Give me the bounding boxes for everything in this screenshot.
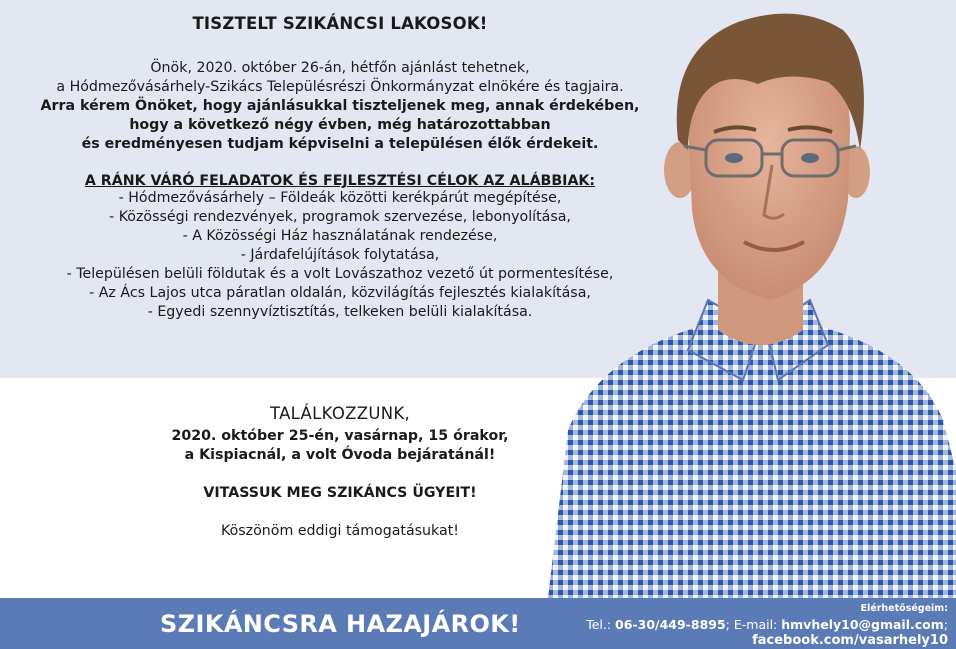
contact-block	[586, 601, 948, 649]
intro-bold-line-1: Arra kérem Önöket, hogy ajánlásukkal tiszteljenek meg, annak érdekében,	[40, 98, 640, 114]
goal-item: - Egyedi szennyvíztisztítás, telkeken belüli kialakítása.	[147, 304, 533, 320]
intro-bold-line-3: és eredményesen tudjam képviselni a településen élők érdekeit.	[81, 136, 599, 152]
email-label: ; E-mail:	[725, 617, 778, 632]
meeting-title: TALÁLKOZZUNK,	[269, 404, 411, 423]
meeting-date: 2020. október 25-én, vasárnap, 15 órakor,	[171, 428, 509, 444]
tel-label: Tel.:	[586, 617, 612, 632]
meeting-place: a Kispiacnál, a volt Óvoda bejáratánál!	[184, 447, 496, 463]
email-suffix: ;	[943, 617, 948, 632]
thanks-text: Köszönöm eddigi támogatásukat!	[221, 523, 459, 539]
goal-item: - Településen belüli földutak és a volt Lovászathoz vezető út pormentesítése,	[66, 266, 614, 282]
goal-item: - A Közösségi Ház használatának rendezése,	[182, 228, 498, 244]
goal-item: - Járdafelújítások folytatása,	[240, 247, 440, 263]
intro-line-2: a Hódmezővásárhely-Szikács Településrészi Önkormányzat elnökére és tagjaira.	[56, 79, 624, 95]
intro-section	[0, 14, 680, 322]
goals-heading: A RÁNK VÁRÓ FELADATOK ÉS FEJLESZTÉSI CÉLOK AZ ALÁBBIAK:	[84, 173, 596, 189]
goal-item: - Hódmezővásárhely – Földeák közötti kerékpárút megépítése,	[118, 190, 562, 206]
facebook-link[interactable]: facebook.com/vasarhely10	[752, 633, 948, 648]
email-address[interactable]: hmvhely10@gmail.com	[781, 617, 944, 632]
slogan: SZIKÁNCSRA HAZAJÁROK!	[160, 610, 521, 638]
phone-number[interactable]: 06-30/449-8895	[615, 617, 726, 632]
intro-bold-line-2: hogy a következő négy évben, még határozottabban	[129, 117, 551, 133]
intro-line-1: Önök, 2020. október 26-án, hétfőn ajánlást tehetnek,	[150, 60, 530, 76]
meeting-section	[0, 404, 680, 541]
goal-item: - Közösségi rendezvények, programok szervezése, lebonyolítása,	[109, 209, 571, 225]
page-title: TISZTELT SZIKÁNCSI LAKOSOK!	[192, 14, 488, 33]
goal-item: - Az Ács Lajos utca páratlan oldalán, közvilágítás fejlesztés kialakítása,	[89, 285, 591, 301]
meeting-call: VITASSUK MEG SZIKÁNCS ÜGYEIT!	[203, 485, 477, 501]
contact-line	[586, 617, 948, 633]
contact-label: Elérhetőségeim:	[860, 603, 948, 614]
